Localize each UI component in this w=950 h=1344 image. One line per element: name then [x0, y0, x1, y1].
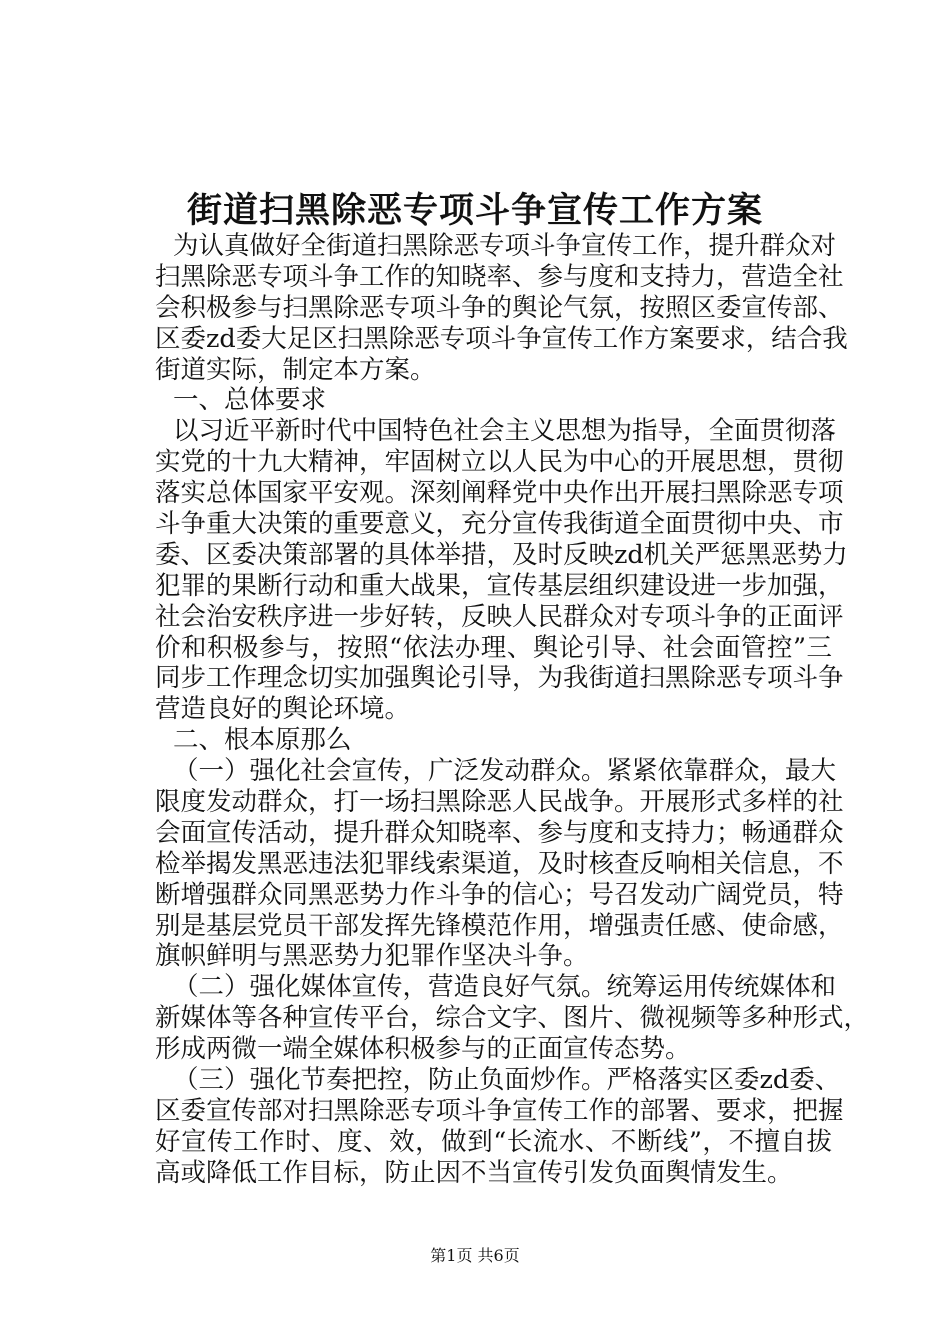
text-line: 检举揭发黑恶违法犯罪线索渠道，及时核查反响相关信息，不	[155, 848, 844, 879]
text-line: 形成两微一端全媒体积极参与的正面宣传态势。	[155, 1034, 691, 1065]
document-body	[155, 231, 870, 1189]
text-line: 社会治安秩序进一步好转，反映人民群众对专项斗争的正面评	[155, 601, 844, 632]
text-line: 以习近平新时代中国特色社会主义思想为指导，全面贯彻落	[173, 416, 837, 447]
text-line: 新媒体等各种宣传平台，综合文字、图片、微视频等多种形式，	[155, 1003, 870, 1034]
text-line: 实党的十九大精神，牢固树立以人民为中心的开展思想，贯彻	[155, 447, 844, 478]
text-line: 旗帜鲜明与黑恶势力犯罪作坚决斗争。	[155, 941, 589, 972]
document-title: 街道扫黑除恶专项斗争宣传工作方案	[186, 190, 763, 231]
text-line: 扫黑除恶专项斗争工作的知晓率、参与度和支持力，营造全社	[155, 261, 844, 292]
text-line: 好宣传工作时、度、效，做到“长流水、不断线”，不擅自拔	[155, 1126, 832, 1157]
text-line: 会积极参与扫黑除恶专项斗争的舆论气氛，按照区委宣传部、	[155, 292, 844, 323]
text-line: 为认真做好全街道扫黑除恶专项斗争宣传工作，提升群众对	[173, 231, 837, 261]
text-line: 斗争重大决策的重要意义，充分宣传我街道全面贯彻中央、市	[155, 509, 844, 540]
text-line: （三）强化节奏把控，防止负面炒作。严格落实区委zd委、	[173, 1065, 841, 1096]
text-line: 同步工作理念切实加强舆论引导，为我街道扫黑除恶专项斗争	[155, 663, 844, 694]
page-footer: 第1页 共6页	[430, 1246, 520, 1265]
text-line: （一）强化社会宣传，广泛发动群众。紧紧依靠群众，最大	[173, 756, 837, 787]
text-line: 别是基层党员干部发挥先锋模范作用，增强责任感、使命感，	[155, 910, 844, 941]
text-line: 犯罪的果断行动和重大战果，宣传基层组织建设进一步加强，	[155, 570, 844, 601]
text-line: 营造良好的舆论环境。	[155, 694, 411, 725]
text-line: 街道实际，制定本方案。	[155, 354, 436, 385]
text-line: 高或降低工作目标，防止因不当宣传引发负面舆情发生。	[155, 1157, 793, 1188]
text-line: 区委zd委大足区扫黑除恶专项斗争宣传工作方案要求，结合我	[155, 323, 848, 354]
text-line: 限度发动群众，打一场扫黑除恶人民战争。开展形式多样的社	[155, 787, 844, 818]
text-line: 落实总体国家平安观。深刻阐释党中央作出开展扫黑除恶专项	[155, 478, 844, 509]
text-line: （二）强化媒体宣传，营造良好气氛。统筹运用传统媒体和	[173, 972, 837, 1003]
text-line: 价和积极参与，按照“依法办理、舆论引导、社会面管控”三	[155, 632, 832, 663]
text-line: 会面宣传活动，提升群众知晓率、参与度和支持力；畅通群众	[155, 817, 844, 848]
text-line: 二、根本原那么	[173, 725, 352, 756]
text-line: 断增强群众同黑恶势力作斗争的信心；号召发动广阔党员，特	[155, 879, 844, 910]
text-line: 委、区委决策部署的具体举措，及时反映zd机关严惩黑恶势力	[155, 539, 848, 570]
text-line: 一、总体要求	[173, 385, 327, 416]
text-line: 区委宣传部对扫黑除恶专项斗争宣传工作的部署、要求，把握	[155, 1095, 844, 1126]
